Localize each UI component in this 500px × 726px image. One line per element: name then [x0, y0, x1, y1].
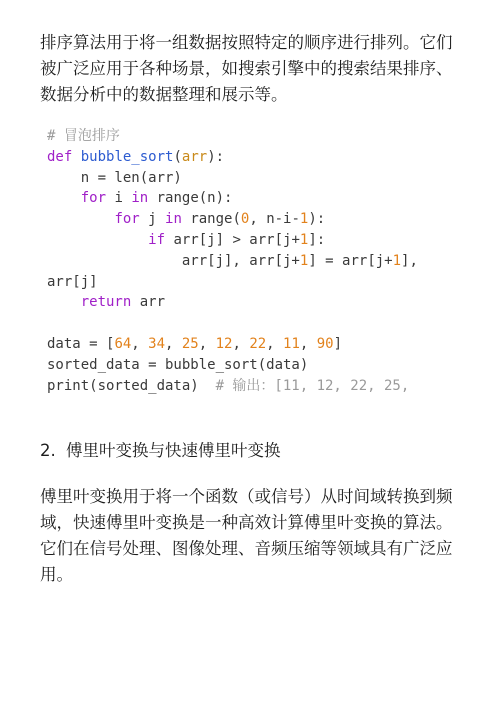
code-token: return	[80, 294, 132, 311]
code-line	[47, 147, 467, 168]
code-token: , n-i-	[249, 211, 300, 228]
code-token: ],	[401, 252, 418, 269]
code-token: 1	[299, 211, 309, 228]
code-line	[47, 355, 467, 376]
code-token: ,	[299, 335, 317, 352]
code-line	[47, 292, 467, 313]
code-token: 64	[114, 335, 132, 352]
code-token	[72, 149, 80, 165]
code-token	[47, 190, 81, 206]
code-token: arr[j]	[47, 273, 98, 290]
code-line	[47, 230, 467, 251]
code-token: n = len(arr)	[47, 169, 182, 186]
code-token: ,	[266, 335, 284, 352]
code-token: 0	[240, 211, 250, 228]
code-token: in	[131, 190, 149, 207]
code-token: (	[173, 148, 182, 165]
code-token: 90	[316, 335, 334, 352]
code-token: 25	[181, 335, 199, 352]
code-token: sorted_data = bubble_sort(data)	[47, 356, 309, 373]
code-token: 22	[249, 335, 267, 352]
code-token: ,	[165, 335, 182, 352]
code-line	[47, 251, 467, 272]
code-token: ):	[207, 148, 225, 165]
intro-paragraph: 排序算法用于将一组数据按照特定的顺序进行排列。它们被广泛应用于各种场景，如搜索引擎中的搜索结果排序、数据分析中的数据整理和展示等。	[40, 33, 453, 104]
code-token: 12	[215, 335, 233, 352]
code-token: 1	[299, 231, 309, 248]
code-token: 1	[392, 252, 402, 269]
code-token	[47, 211, 114, 227]
code-token: # 冒泡排序	[47, 128, 120, 144]
code-line	[47, 272, 467, 293]
code-token: ]	[333, 335, 343, 352]
code-token: ] = arr[j+	[308, 252, 393, 269]
code-token: for	[114, 211, 140, 228]
code-token: if	[148, 231, 166, 248]
code-token: print(sorted_data)	[47, 377, 216, 394]
code-token: ,	[131, 335, 149, 352]
code-token: for	[80, 190, 107, 207]
code-token: 11	[283, 335, 300, 352]
code-line	[47, 209, 467, 230]
code-line	[47, 168, 467, 189]
code-line	[47, 188, 467, 209]
code-token: arr	[181, 148, 208, 165]
code-token: # 输出：[11, 12, 22, 25,	[215, 377, 410, 394]
code-token	[47, 294, 81, 310]
section-title: 傅里叶变换与快速傅里叶变换	[66, 441, 281, 460]
code-token: ):	[308, 211, 326, 228]
section-number: 2.	[40, 441, 56, 460]
code-token: j	[139, 211, 166, 228]
code-token: range(n):	[148, 190, 233, 207]
fourier-paragraph: 傅里叶变换用于将一个函数（或信号）从时间域转换到频域，快速傅里叶变换是一种高效计算傅里叶变换的算法。它们在信号处理、图像处理、音频压缩等领域具有广泛应用。	[40, 487, 453, 584]
code-token: def	[47, 148, 73, 165]
code-token: 34	[148, 335, 166, 352]
code-token: arr	[131, 294, 166, 311]
code-token: i	[106, 190, 132, 207]
code-block	[47, 126, 467, 396]
code-line	[47, 313, 467, 334]
code-token: data = [	[47, 335, 115, 352]
code-line	[47, 376, 467, 397]
code-token: arr[j], arr[j+	[47, 252, 300, 269]
code-token: bubble_sort	[80, 148, 174, 165]
code-token: range(	[181, 211, 241, 228]
code-token: ,	[232, 335, 250, 352]
section-heading	[40, 438, 465, 464]
code-token: in	[165, 211, 182, 228]
code-token: arr[j] > arr[j+	[165, 231, 300, 248]
code-line	[47, 126, 467, 147]
code-token: ]:	[308, 231, 326, 248]
code-line	[47, 334, 467, 355]
code-token: ,	[198, 335, 216, 352]
code-token	[47, 232, 148, 248]
code-token: 1	[299, 252, 309, 269]
